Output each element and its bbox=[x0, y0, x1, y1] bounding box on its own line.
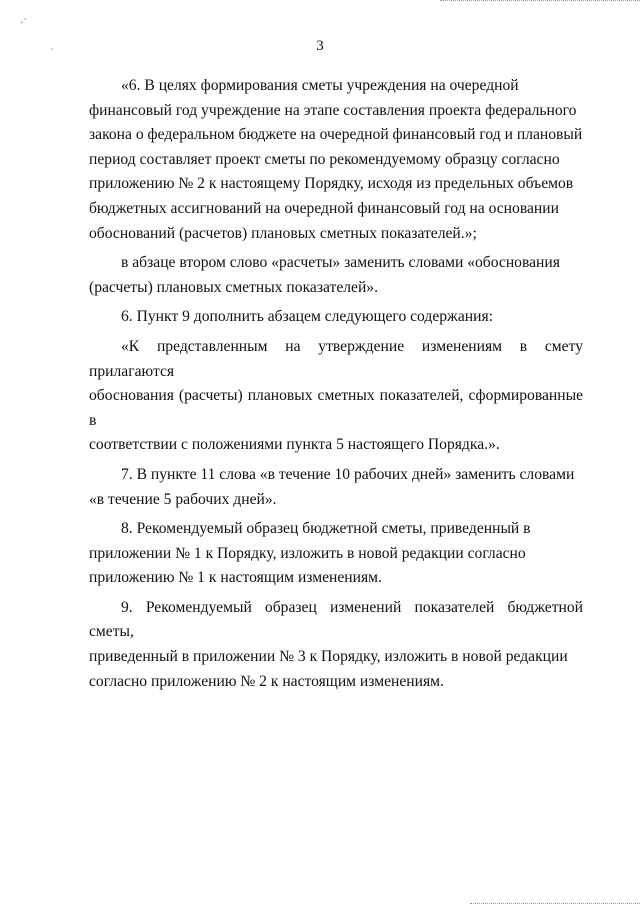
page-number: 3 bbox=[316, 38, 324, 54]
scan-edge-top bbox=[440, 0, 640, 2]
document-body bbox=[89, 74, 583, 699]
paragraph-clause-6-quote: «6. В целях формирования сметы учреждения на очередной финансовый год учреждение на этапе составления проекта федерального закона о федеральном бюджете на очередной финансовый год и плановый период составляет проект сметы по рекомендуемому образцу согласно приложению № 2 к настоящему Порядку, исходя из предельных объемов бюджетных ассигнований на очередной финансовый год на основании обоснований (расчетов) плановых сметных показателей.»; bbox=[89, 77, 583, 242]
paragraph-item-6-quote: «К представленным на утверждение изменениям в смету прилагаются обоснования (расчеты) плановых сметных показателей, сформированные в соответствии с положениями пункта 5 настоящего Порядка.». bbox=[89, 337, 583, 454]
paragraph-item-9: 9. Рекомендуемый образец изменений показателей бюджетной сметы, приведенный в приложении № 3 к Порядку, изложить в новой редакции согласно приложению № 2 к настоящим изменениям. bbox=[89, 598, 583, 690]
paragraph-item-8: 8. Рекомендуемый образец бюджетной сметы, приведенный в приложении № 1 к Порядку, изложить в новой редакции согласно приложению № 1 к настоящим изменениям. bbox=[89, 520, 531, 587]
scan-mark: ·ˊ bbox=[20, 18, 27, 29]
paragraph-item-6: 6. Пункт 9 дополнить абзацем следующего содержания: bbox=[121, 308, 493, 326]
scan-mark: ˊ bbox=[50, 48, 54, 59]
paragraph-item-7: 7. В пункте 11 слова «в течение 10 рабочих дней» заменить словами «в течение 5 рабочих дней». bbox=[89, 465, 575, 508]
paragraph-second-abzac: в абзаце втором слово «расчеты» заменить словами «обоснования (расчеты) плановых сметных показателей». bbox=[89, 254, 560, 296]
